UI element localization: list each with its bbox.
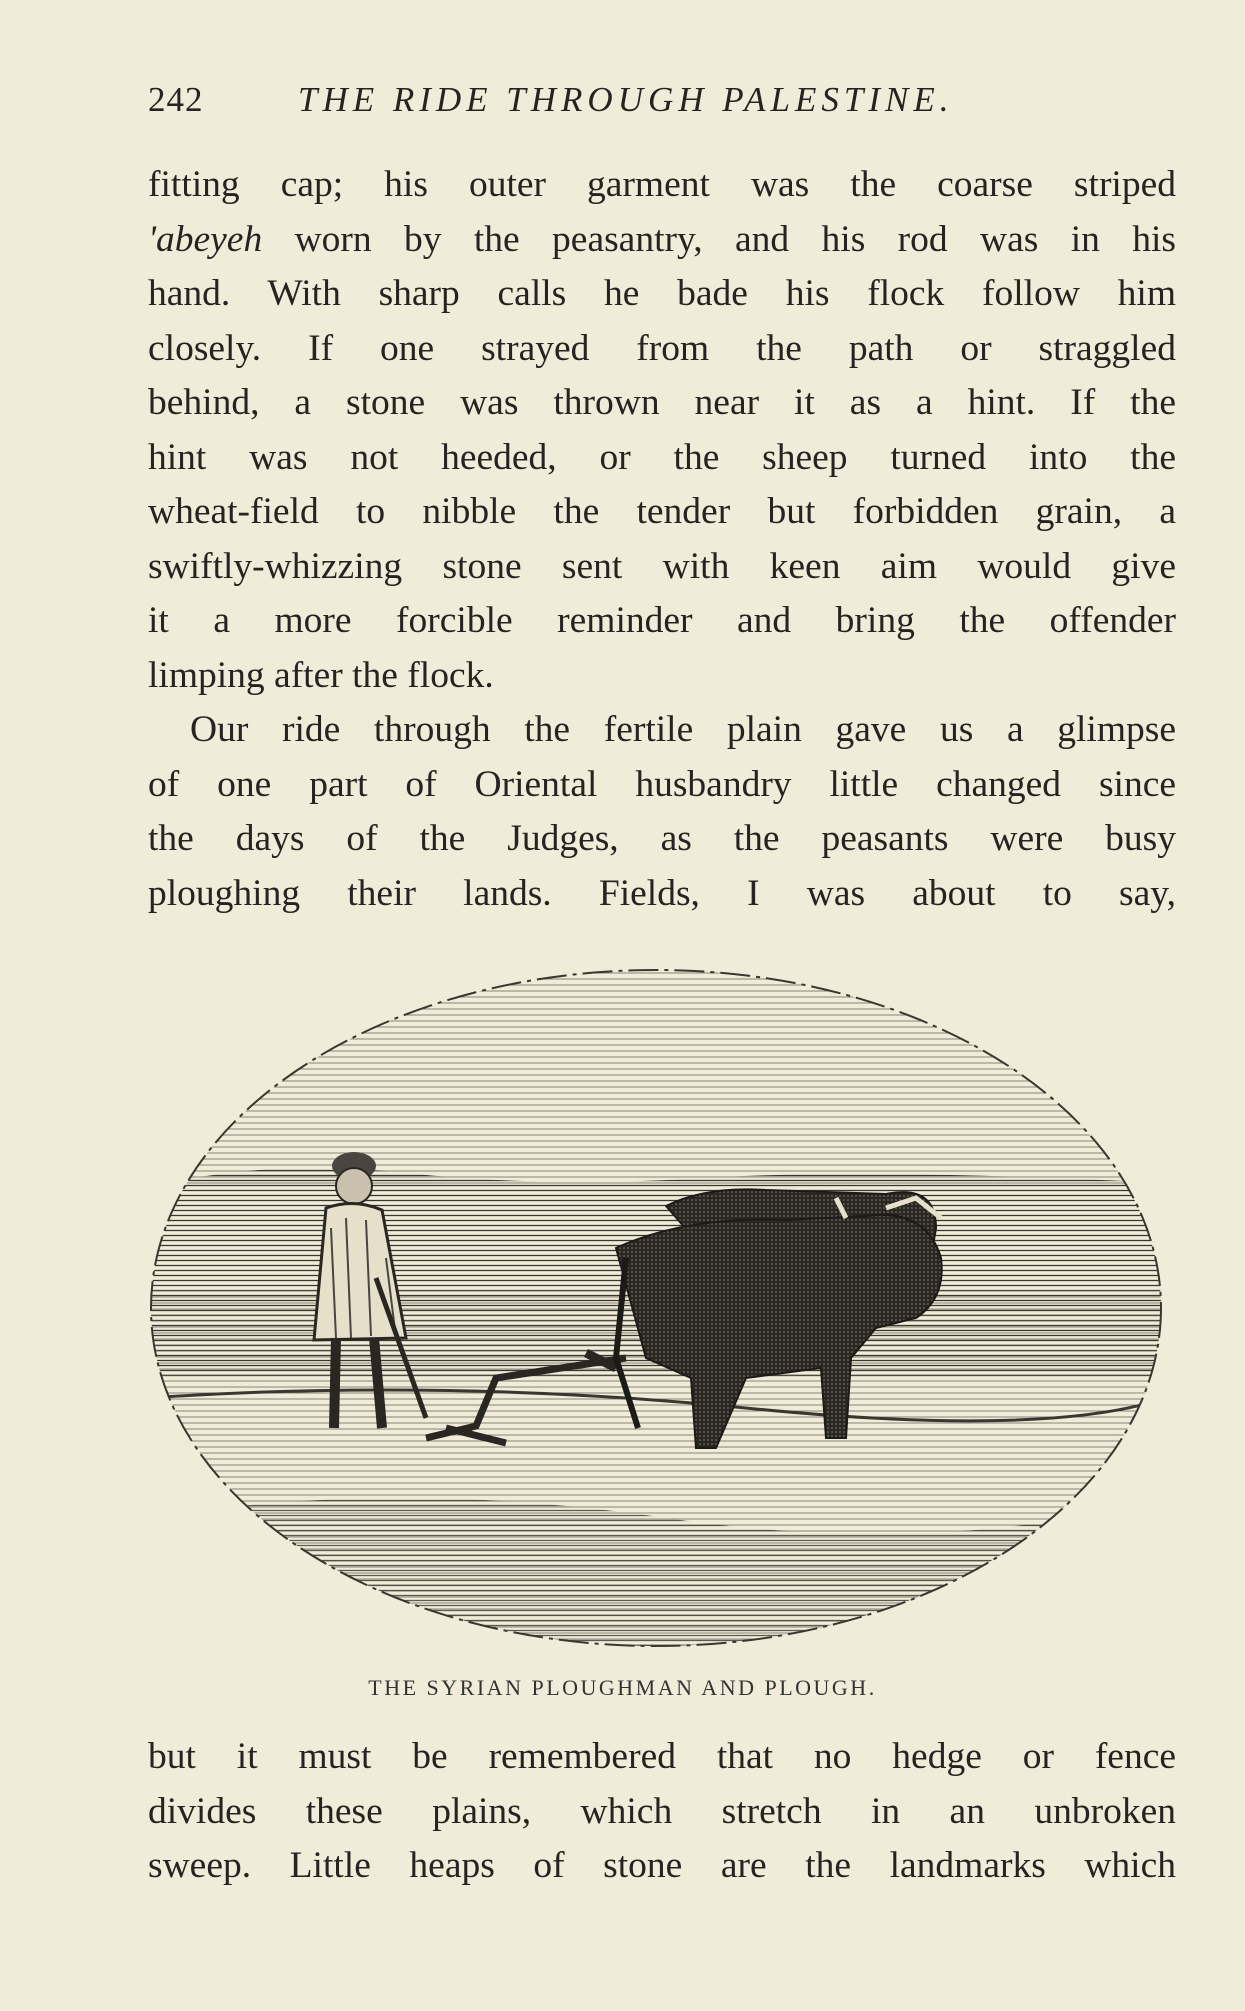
text-line: hand. With sharp calls he bade his flock follow him xyxy=(148,273,1176,314)
text-line: divides these plains, which stretch in an unbroken xyxy=(148,1790,1176,1832)
figure-caption: THE SYRIAN PLOUGHMAN AND PLOUGH. xyxy=(368,1675,877,1700)
page-number: 242 xyxy=(148,80,204,119)
text-line: fitting cap; his outer garment was the coarse striped xyxy=(148,164,1176,205)
text-line: sweep. Little heaps of stone are the landmarks which xyxy=(148,1845,1176,1886)
text-line: swiftly-whizzing stone sent with keen aim would give xyxy=(148,545,1176,587)
text-line: behind, a stone was thrown near it as a hint. If the xyxy=(148,382,1176,423)
text-line: it a more forcible reminder and bring the offender xyxy=(148,600,1176,641)
text-line-rest: worn by the peasantry, and his rod was in his xyxy=(294,218,1177,260)
running-title: THE RIDE THROUGH PALESTINE. xyxy=(298,80,954,119)
sky xyxy=(146,958,1166,1188)
italic-word: 'abeyeh xyxy=(148,218,263,260)
text-line: the days of the Judges, as the peasants were busy xyxy=(148,818,1176,859)
text-line: of one part of Oriental husbandry little changed since xyxy=(148,763,1176,805)
paragraph-2 xyxy=(148,703,1176,921)
paragraph-3 xyxy=(148,1730,1176,1894)
text-line: hint was not heeded, or the sheep turned into the xyxy=(148,436,1176,478)
running-head xyxy=(148,80,1008,120)
text-line: wheat-field to nibble the tender but forbidden grain, a xyxy=(148,491,1176,532)
text-line: closely. If one strayed from the path or straggled xyxy=(148,327,1176,369)
text-line: but it must be remembered that no hedge or fence xyxy=(148,1736,1176,1777)
text-line xyxy=(148,213,1176,268)
text-line: ploughing their lands. Fields, I was about to say, xyxy=(148,872,1176,914)
ploughman-engraving xyxy=(146,958,1166,1658)
text-line: limping after the flock. xyxy=(148,654,494,696)
paragraph-1 xyxy=(148,158,1176,703)
text-line: Our ride through the fertile plain gave us a glimpse xyxy=(190,709,1176,750)
